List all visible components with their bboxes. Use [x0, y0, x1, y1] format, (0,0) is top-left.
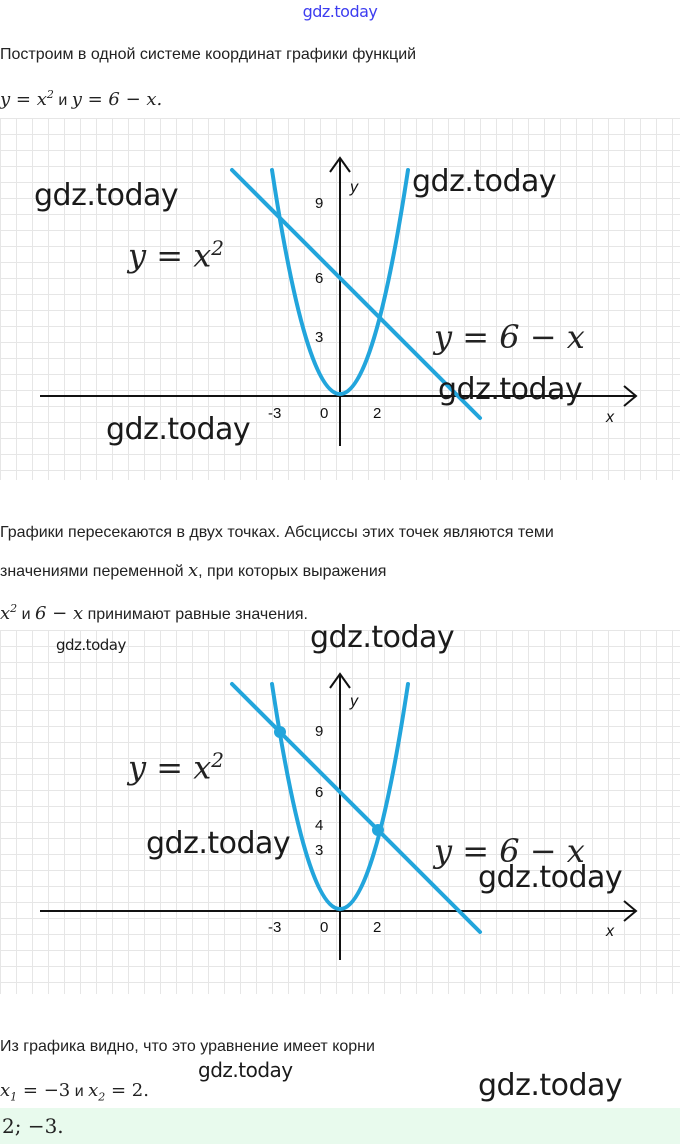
- watermark: gdz.today: [106, 412, 251, 447]
- intersection-text: Графики пересекаются в двух точках. Абсциссы этих точек являются теми: [0, 524, 554, 541]
- y-tick-6: 6: [315, 270, 324, 287]
- watermark: gdz.today: [438, 372, 583, 407]
- x-tick-2: 2: [373, 405, 382, 422]
- y-tick-6: 6: [315, 784, 324, 801]
- y-axis: [330, 674, 350, 960]
- x-tick-0: 0: [320, 919, 329, 936]
- roots-text: $x_1 = -3$ и $x_2 = 2$.: [0, 1080, 149, 1104]
- graph-1-svg: [0, 118, 680, 480]
- graph-1: [0, 118, 680, 480]
- x-axis-label: x: [606, 923, 614, 940]
- parabola-label: $y = x^2$: [128, 236, 225, 275]
- y-tick-4: 4: [315, 817, 324, 834]
- expressions-text: $x^2$ и 6 − x принимают равные значения.: [0, 602, 308, 624]
- answer-text: 2; −3.: [2, 1114, 64, 1138]
- graph-2: [0, 620, 680, 994]
- y-axis-label: y: [350, 693, 358, 710]
- x-tick-2: 2: [373, 919, 382, 936]
- roots-intro-text: Из графика видно, что это уравнение имеет корни: [0, 1038, 375, 1055]
- y-tick-3: 3: [315, 329, 324, 346]
- watermark: gdz.today: [478, 1068, 623, 1103]
- function-line: y = 6 − x.: [71, 89, 163, 110]
- line-label: y = 6 − x: [434, 318, 585, 356]
- line-label: y = 6 − x: [434, 832, 585, 870]
- variable-text: значениями переменной x, при которых выражения: [0, 560, 387, 581]
- answer-box: [0, 1108, 680, 1144]
- x-tick-neg3: -3: [268, 405, 282, 422]
- parabola-label: $y = x^2$: [128, 748, 225, 787]
- x-axis-label: x: [606, 409, 614, 426]
- site-link[interactable]: gdz.today: [302, 2, 378, 21]
- conjunction: и: [58, 92, 68, 109]
- x-tick-0: 0: [320, 405, 329, 422]
- function-parabola: $y = x^2$: [0, 88, 54, 110]
- watermark: gdz.today: [478, 860, 623, 895]
- intersection-point-1: [274, 726, 286, 738]
- watermark-small: gdz.today: [56, 636, 126, 654]
- intersection-point-2: [372, 824, 384, 836]
- x-tick-neg3: -3: [268, 919, 282, 936]
- functions-line: [0, 88, 162, 110]
- y-tick-9: 9: [315, 723, 324, 740]
- y-tick-3: 3: [315, 842, 324, 859]
- intro-text: Построим в одной системе координат графики функций: [0, 46, 417, 63]
- watermark: gdz.today: [146, 826, 291, 861]
- y-axis: [330, 158, 350, 446]
- watermark: gdz.today: [198, 1058, 293, 1082]
- watermark: gdz.today: [310, 620, 455, 655]
- watermark: gdz.today: [412, 164, 557, 199]
- x-axis: [40, 901, 636, 921]
- y-axis-label: y: [350, 179, 358, 196]
- watermark: gdz.today: [34, 178, 179, 213]
- y-tick-9: 9: [315, 195, 324, 212]
- graph-2-svg: [0, 630, 680, 994]
